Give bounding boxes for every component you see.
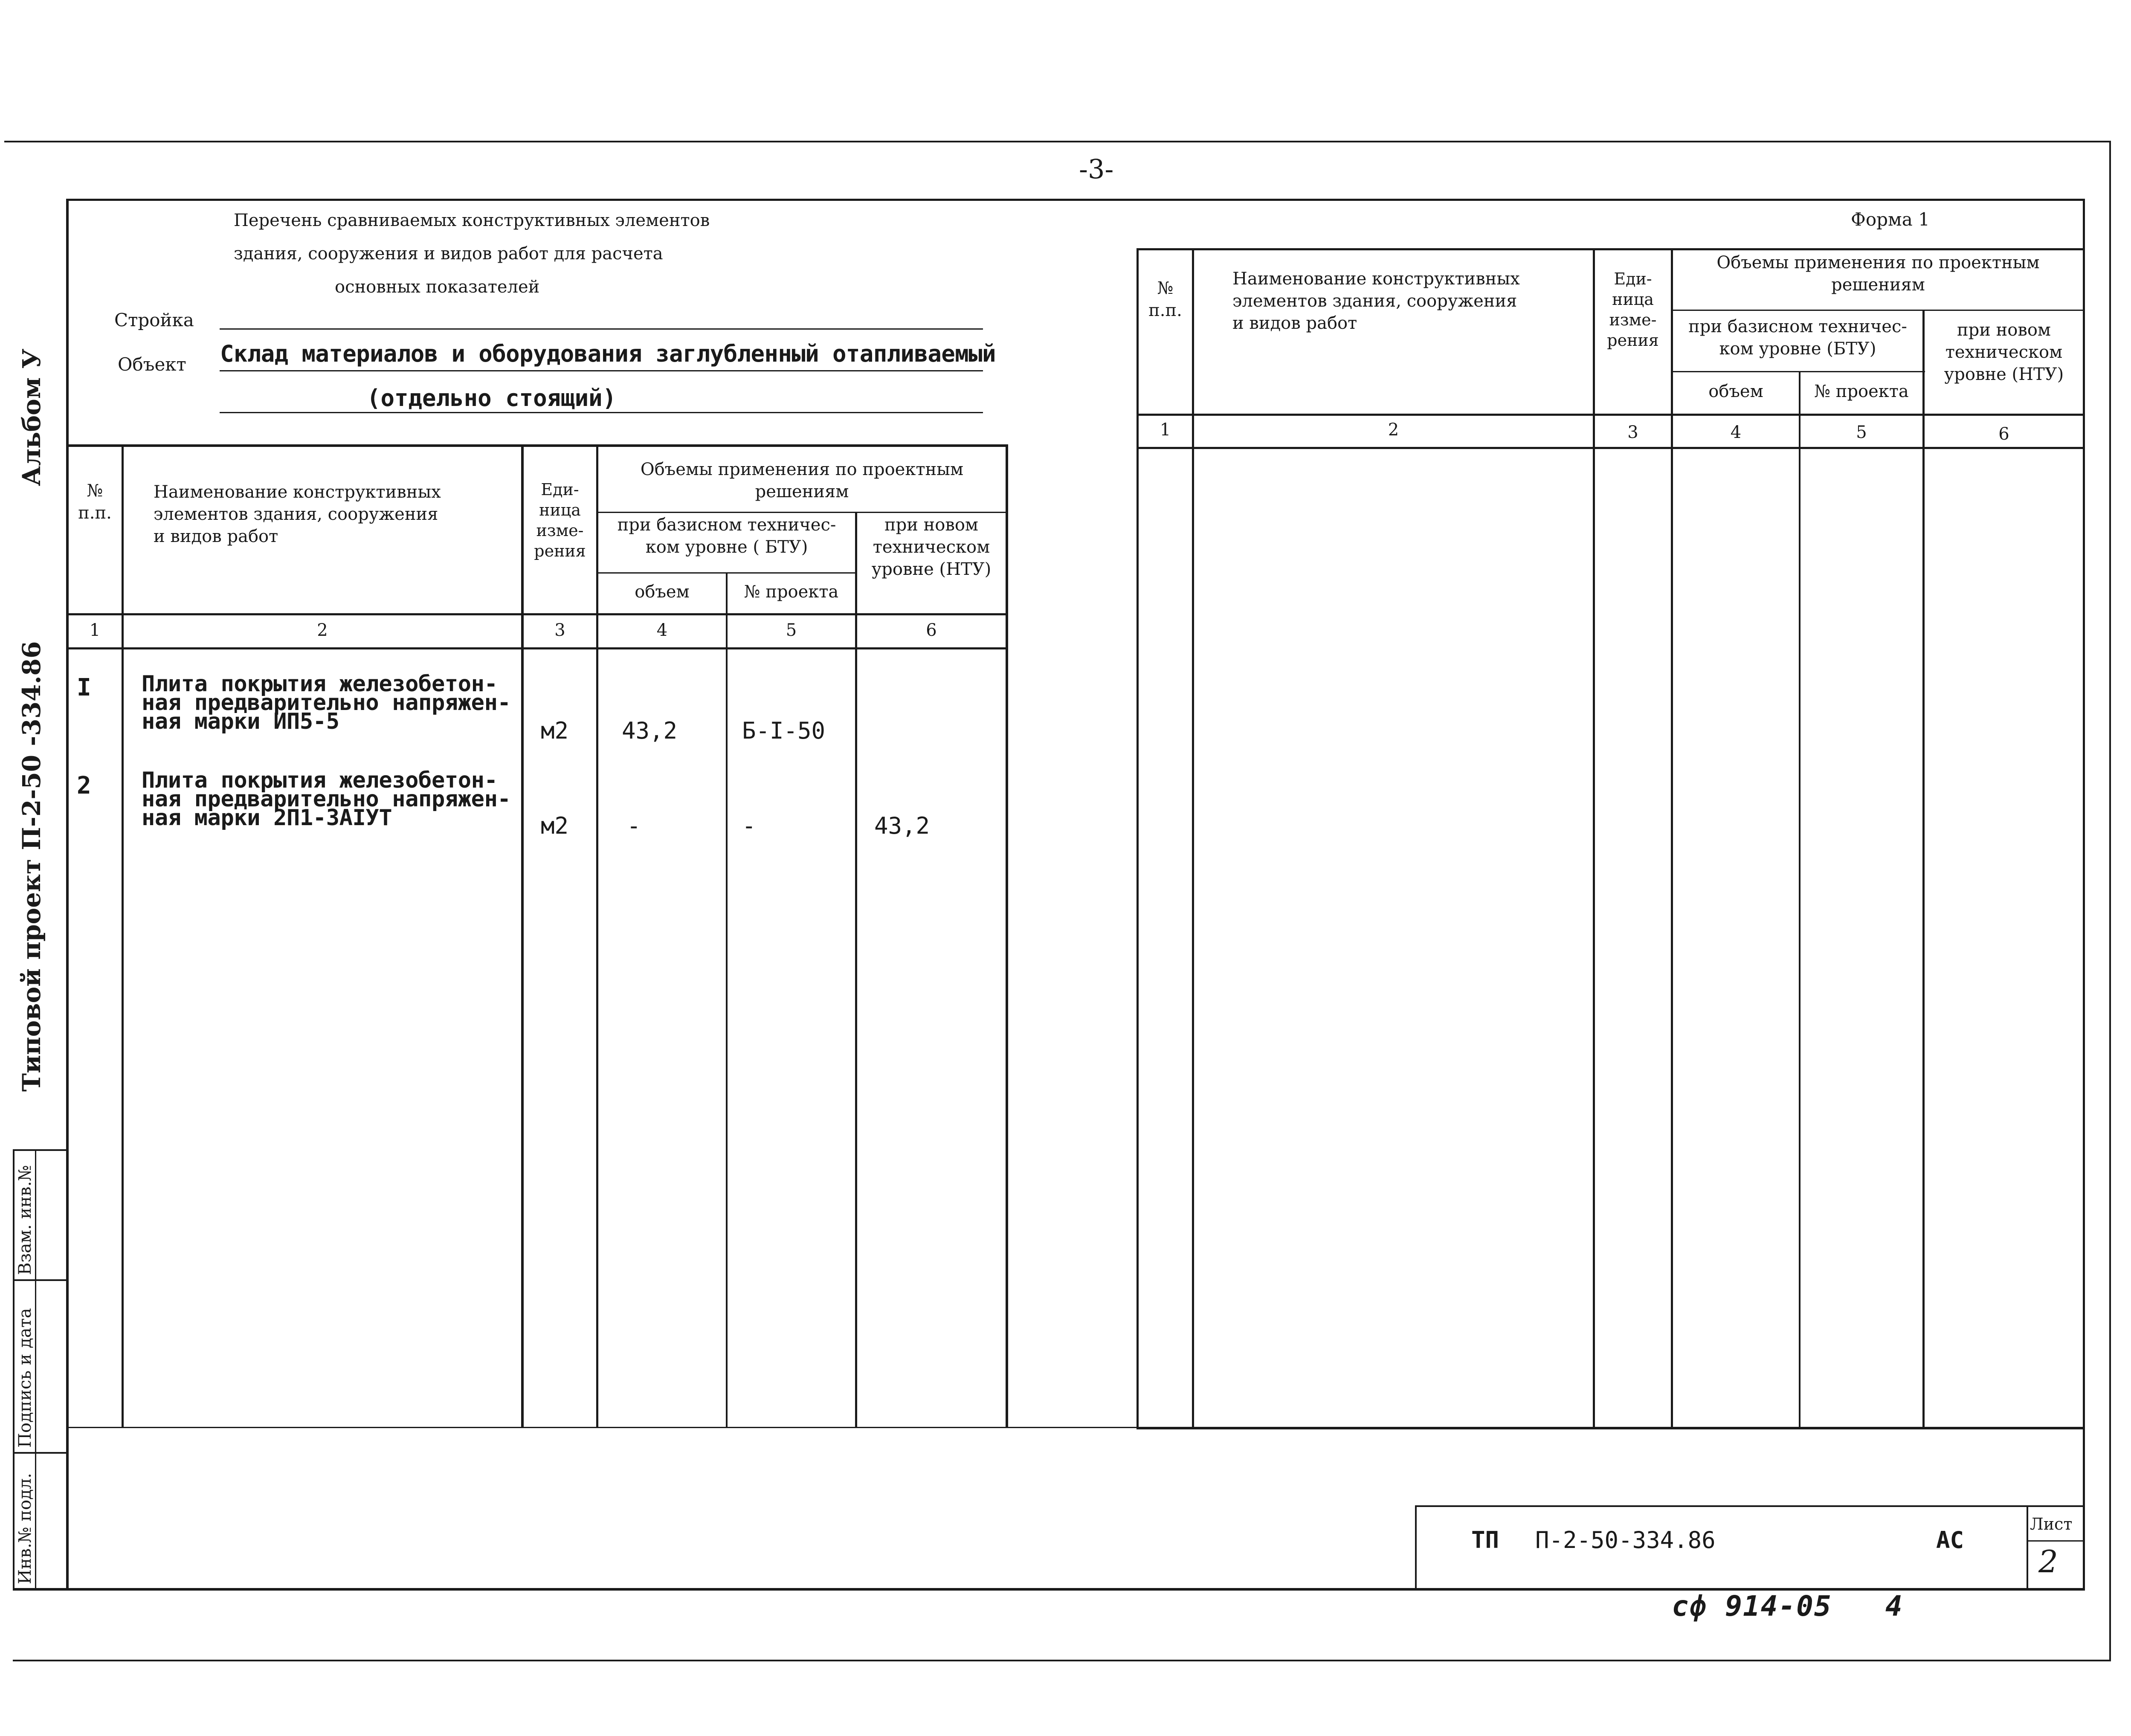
right-col-btu-group-header: при базисном техничес- ком уровне (БТУ) [1688, 317, 1907, 359]
left-col-volume-header: объем [635, 582, 690, 602]
object-underline-2 [220, 412, 983, 413]
right-col-4-divider [1799, 371, 1800, 1429]
left-col-unit-header: Еди- ница изме- рения [534, 480, 586, 560]
table-row-2-no: 2 [77, 772, 91, 800]
top-sheet-border [4, 141, 2111, 142]
right-header-bottom [1137, 414, 2083, 416]
table-row-2-ntu: 43,2 [874, 812, 930, 839]
table-row-1-name: Плита покрытия железобетон- ная предварительно напряжен- ная марки ИП5-5 [142, 671, 511, 734]
right-col-no-header: № п.п. [1148, 278, 1182, 320]
frame-right [2083, 199, 2085, 1591]
left-col-name-header: Наименование конструктивных элементов здания, сооружения и видов работ [154, 482, 441, 546]
stamp-cell-signature: Подпись и дата [15, 1308, 35, 1448]
right-colnum-1: 1 [1160, 420, 1171, 440]
table-row-1-no: I [77, 674, 91, 701]
album-label: Альбом У [17, 348, 46, 486]
stamp-sep-2 [13, 1452, 68, 1454]
left-col-4-divider [726, 572, 728, 1428]
right-group-line [1673, 310, 2083, 311]
left-colnum-4: 4 [656, 620, 668, 640]
right-colnum-3: 3 [1627, 423, 1638, 442]
title-block-left [1415, 1505, 1417, 1589]
left-col-btu-group-header: при базисном техничес- ком уровне ( БТУ) [617, 515, 836, 557]
bottom-sheet-border [13, 1660, 2111, 1661]
left-header-bottom [66, 613, 1008, 615]
object-value-line-1: Склад материалов и оборудования заглубленный отапливаемый [220, 340, 996, 367]
left-colnum-3: 3 [554, 620, 565, 640]
left-group-line [596, 512, 1008, 513]
right-col-volume-header: объем [1708, 382, 1763, 401]
right-col-ntu-header: при новом техническом уровне (НТУ) [1944, 320, 2064, 384]
stamp-inner-divider [35, 1149, 36, 1591]
title-block-sheet-label: Лист [2030, 1515, 2073, 1533]
right-colnum-4: 4 [1730, 423, 1742, 442]
right-col-5-divider [1922, 310, 1925, 1429]
right-numbers-bottom [1137, 447, 2083, 449]
table-row-1-volume: 43,2 [622, 717, 678, 744]
right-col-unit-header: Еди- ница изме- рения [1607, 270, 1659, 350]
right-table-bottom [1137, 1428, 2083, 1429]
left-col-5-divider [855, 512, 857, 1428]
left-col-2-divider [521, 444, 524, 1428]
page-number: -3- [1079, 154, 1114, 185]
stamp-cell-replace: Взам. инв.№ [15, 1165, 35, 1275]
right-colnum-6: 6 [1998, 424, 2009, 444]
table-row-1-project: Б-I-50 [742, 717, 826, 744]
list-title-line-3: основных показателей [335, 277, 540, 297]
left-col-no-header: № п.п. [78, 481, 112, 523]
list-title-line-1: Перечень сравниваемых конструктивных элементов [234, 211, 710, 230]
project-label: Типовой проект П-2-50 -334.86 [17, 641, 46, 1092]
table-row-2-volume: - [627, 812, 641, 839]
table-row-2-unit: м2 [541, 812, 569, 839]
object-value-line-2: (отдельно стоящий) [367, 385, 617, 412]
title-block-sheet-number: 2 [2038, 1544, 2058, 1579]
left-colnum-6: 6 [926, 620, 937, 640]
right-colnum-2: 2 [1388, 420, 1399, 440]
title-block-sheet-line [2027, 1540, 2083, 1542]
title-block-sheet-divider [2027, 1505, 2028, 1589]
left-col-1-divider [122, 444, 124, 1428]
left-colnum-1: 1 [89, 620, 101, 640]
object-label: Объект [118, 354, 186, 375]
left-numbers-bottom [66, 647, 1008, 649]
right-table-top [1137, 248, 2083, 250]
left-col-ntu-header: при новом техническом уровне (НТУ) [871, 515, 992, 579]
stamp-outer-left [13, 1149, 14, 1591]
left-table-right [1006, 444, 1008, 1428]
form-label: Форма 1 [1851, 209, 1930, 230]
title-block-top [1415, 1505, 2083, 1507]
left-colnum-2: 2 [317, 620, 328, 640]
right-colnum-5: 5 [1856, 423, 1867, 442]
title-block-tp: ТП [1471, 1527, 1499, 1553]
title-block-section: АС [1936, 1527, 1964, 1553]
table-row-2-project: - [742, 812, 756, 839]
right-col-volumes-group-header: Объемы применения по проектным решениям [1716, 253, 2040, 295]
frame-left [66, 199, 69, 1591]
handwritten-note: сф 914-05 4 [1672, 1590, 1903, 1623]
stamp-cell-inventory: Инв.№ подл. [15, 1473, 35, 1584]
list-title-line-2: здания, сооружения и видов работ для расчета [234, 244, 663, 264]
left-col-project-header: № проекта [744, 582, 839, 602]
table-row-1-unit: м2 [541, 717, 569, 744]
stroyka-label: Стройка [114, 310, 194, 330]
left-colnum-5: 5 [786, 620, 797, 640]
right-col-name-header: Наименование конструктивных элементов здания, сооружения и видов работ [1232, 269, 1520, 333]
stamp-top [13, 1149, 68, 1151]
right-col-project-header: № проекта [1814, 382, 1909, 401]
title-block-code: П-2-50-334.86 [1535, 1527, 1716, 1553]
left-table-top [66, 444, 1008, 447]
frame-top [66, 199, 2085, 201]
stamp-sep-1 [13, 1279, 68, 1281]
object-underline-1 [220, 370, 983, 371]
stroyka-underline [220, 328, 983, 330]
left-col-volumes-group-header: Объемы применения по проектным решениям [640, 460, 964, 501]
table-row-2-name: Плита покрытия железобетон- ная предварительно напряжен- ная марки 2П1-3АIУТ [142, 768, 511, 831]
right-sheet-border [2109, 141, 2111, 1661]
